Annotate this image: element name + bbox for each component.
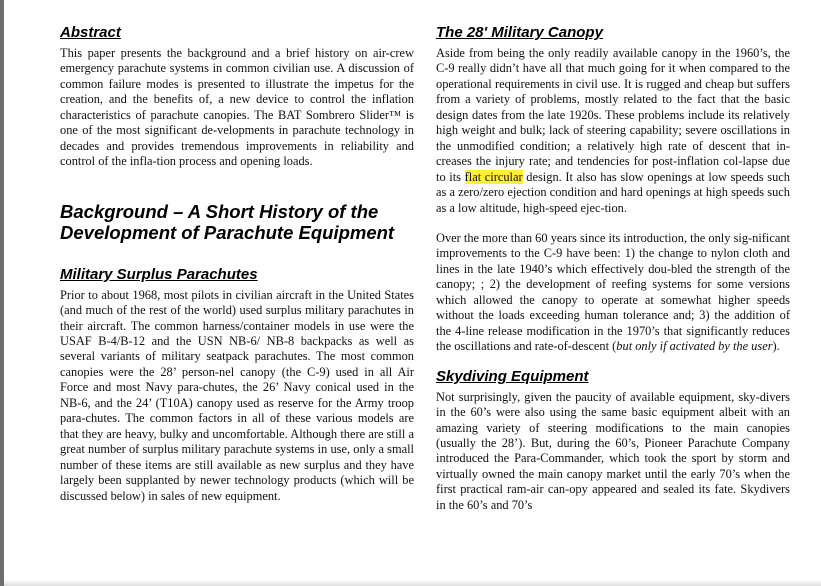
canopy-heading: The 28' Military Canopy (436, 24, 603, 41)
canopy-para2-end: ). (772, 339, 780, 354)
page-bottom-shadow (4, 580, 821, 586)
abstract-paragraph: This paper presents the background and a brief history on air-crew emergency parachute systems in common civilian use. A discussion of common failure modes is presented to illustrate the impetus for the creation, and the benefits of, a new device to control the inflation characteristics of parachute canopies. The BAT Sombrero Slider™ is one of the most significant de-velopments in parachute technology in decades and provides tremendous improvements in reliability and control of the infla-tion process and opening loads. (60, 46, 414, 169)
canopy-paragraph-1 (436, 46, 790, 216)
highlighted-text[interactable]: flat circular (464, 169, 523, 184)
canopy-text-after: design. It also has slow openings at low speeds such as a zero/zero ejection condition and hard openings at high speeds such as a low altitude, high-speed ejec-tion. (436, 169, 790, 215)
military-surplus-heading: Military Surplus Parachutes (60, 265, 258, 283)
canopy-para2-italic: but only if activated by the user (616, 339, 773, 354)
skydiving-heading: Skydiving Equipment (436, 367, 589, 385)
background-heading-line1: Background – A Short History of the (60, 200, 379, 222)
right-column (436, 24, 790, 513)
canopy-para2-text: Over the more than 60 years since its introduction, the only sig-nificant improvements to the C-9 have been: 1) the change to nylon cloth and lines in the late 1940’s which effectively dou-bled the strength of the canopy; ; 2) the development of reefing systems for some versions which allowed the canopy to operate at somewhat higher speeds without the loads exceeding human tolerance and; 3) the addition of the 4-line release modification in the 1970’s that significantly reduces the oscillations and rate-of-descent ( (436, 230, 790, 354)
military-surplus-paragraph: Prior to about 1968, most pilots in civilian aircraft in the United States (and much of the rest of the world) used surplus military parachutes in their aircraft. The common harness/container models in use were the USAF B-4/B-12 and the USN NB-6/ NB-8 backpacks as well as several variants of military seatpack parachutes. The most common canopies were the 28’ person-nel canopy (the C-9) used in all Air Force and most Navy para-chutes, the 26’ Navy conical used in the NB-6, and the 24’ (T10A) canopy used as reserve for the Army troop para-chutes. The common factors in all of these various models are that they are heavy, bulky and uncomfortable. Although there are still a great number of surplus military parachute systems in use, only a small number of these items are still available as new surplus and they have largely been supplanted by newer technology products (which will be discussed below) in sales of new equipment. (60, 287, 414, 503)
document-page[interactable] (4, 0, 821, 586)
skydiving-paragraph: Not surprisingly, given the paucity of available equipment, sky-divers in the 60’s were also using the same basic equipment albeit with an amazing variety of steering modifications to the main canopies (usually the 28’). But, during the 60’s, Pioneer Parachute Company introduced the Para-Commander, which took the sport by storm and virtually owned the main canopy market until the early 70’s when the first practical ram-air can-opy appeared and sealed its fate. Skydivers in the 60’s and 70’s (436, 389, 790, 512)
background-heading-line2: Development of Parachute Equipment (60, 221, 395, 243)
left-column (60, 24, 414, 504)
abstract-heading: Abstract (60, 24, 121, 41)
canopy-paragraph-2 (436, 231, 790, 355)
canopy-text-before: Aside from being the only readily available canopy in the 1960’s, the C-9 really didn’t have all that much going for it when compared to the operational requirements in civil use. It is rugged and cheap but suffers from a variety of problems, mostly related to the fact that the basic design dates from the late 1920s. These problems include its relatively high weight and bulk; lack of steering capability; severe oscillations in the unmodified condition; a relatively high rate of descent that in-creases the injury rate; and tendencies for post-inflation col-lapse due to its (436, 46, 790, 184)
